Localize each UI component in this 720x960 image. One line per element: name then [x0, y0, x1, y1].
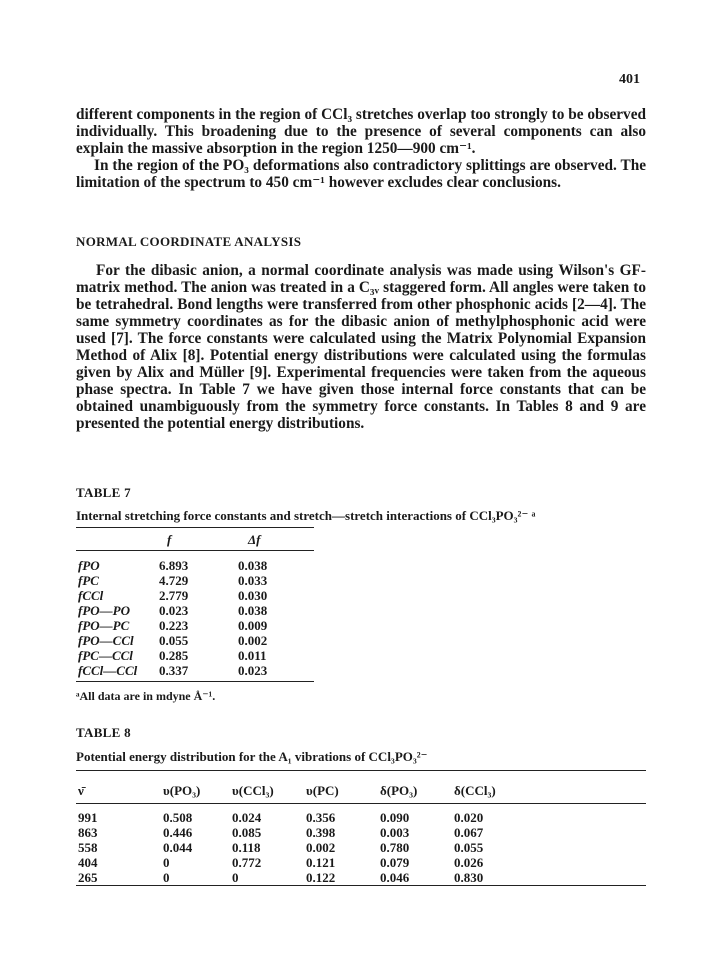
- table8-cell: 558: [78, 840, 98, 855]
- table7-header-rule: [76, 550, 314, 551]
- table7-row-label: fPO—CCl: [78, 633, 134, 648]
- table7-footnote: ᵃAll data are in mdyne Å⁻¹.: [76, 689, 216, 703]
- table8-cell: 0.046: [380, 870, 410, 885]
- table8-cell: 0: [232, 870, 239, 885]
- table8-bottom-rule: [76, 885, 646, 886]
- table7-row-label: fCCl—CCl: [78, 663, 138, 678]
- table8-cell: 0.024: [232, 810, 262, 825]
- table8-cell: 0: [163, 855, 170, 870]
- table8-cell: 0.446: [163, 825, 193, 840]
- table8-cell: 0.044: [163, 840, 193, 855]
- table8-cell: 0.055: [454, 840, 484, 855]
- table7-row-label: fPO—PO: [78, 603, 130, 618]
- table8-cell: 0.090: [380, 810, 410, 825]
- table8-cell: 0.772: [232, 855, 262, 870]
- table8-header-cell: υ(CCl₃): [232, 783, 274, 798]
- table7-cell: 0.002: [238, 633, 268, 648]
- table7-row-label: fPC—CCl: [78, 648, 133, 663]
- table8-cell: 0.079: [380, 855, 410, 870]
- table8-cell: 0.121: [306, 855, 336, 870]
- table8-header-cell: υ(PC): [306, 783, 339, 798]
- table7-cell: 4.729: [159, 573, 189, 588]
- table7-row-label: fPO—PC: [78, 618, 130, 633]
- table8-cell: 0.118: [232, 840, 261, 855]
- table8-cell: 0.026: [454, 855, 484, 870]
- table8-cell: 0.085: [232, 825, 262, 840]
- section-heading: NORMAL COORDINATE ANALYSIS: [76, 234, 302, 249]
- table8-top-rule: [76, 770, 646, 771]
- table7-row-label: fPC: [78, 573, 99, 588]
- table8-cell: 0.780: [380, 840, 410, 855]
- table7-cell: 0.030: [238, 588, 268, 603]
- table8-cell: 0.003: [380, 825, 410, 840]
- table7-cell: 0.009: [238, 618, 268, 633]
- table8-cell: 0.508: [163, 810, 193, 825]
- table7-bottom-rule: [76, 681, 314, 682]
- table7-cell: 0.023: [159, 603, 189, 618]
- table7-cell: 0.285: [159, 648, 189, 663]
- table7-header-cell: f: [167, 532, 172, 547]
- table7-cell: 0.055: [159, 633, 189, 648]
- table8-header-cell: δ(PO₃): [380, 783, 418, 798]
- table7-cell: 0.223: [159, 618, 189, 633]
- table7-header-cell: Δf: [248, 532, 261, 547]
- page-number: 401: [619, 72, 640, 87]
- table7-cell: 6.893: [159, 558, 189, 573]
- table7-row-label: fCCl: [78, 588, 104, 603]
- table8-label: TABLE 8: [76, 725, 131, 740]
- table7-cell: 0.038: [238, 558, 268, 573]
- table8-cell: 0.020: [454, 810, 484, 825]
- table7-cell: 2.779: [159, 588, 189, 603]
- table7-cell: 0.337: [159, 663, 189, 678]
- table7-cell: 0.033: [238, 573, 268, 588]
- table8-cell: 0.067: [454, 825, 484, 840]
- paragraph-normal-coordinate: For the dibasic anion, a normal coordinate analysis was made using Wilson's GF-matrix method. The anion was treated in a C₃ᵥ staggered form. All angles were taken to be tetrahedral. Bond lengths were transferred from other phosphonic acids [2—4]. The same symmetry coordinates as for the dibasic anion of methylphosphonic acid were used [7]. The force constants were calculated using the Matrix Polynomial Expansion Method of Alix [8]. Potential energy distributions were calculated using the formulas given by Alix and Müller [9]. Experimental frequencies were taken from the aqueous phase spectra. In Table 7 we have given those internal force constants that can be obtained unambiguously from the symmetry force constants. In Tables 8 and 9 are presented the potential energy distributions.: [76, 262, 646, 432]
- table8-cell: 265: [78, 870, 98, 885]
- table7-top-rule: [76, 527, 314, 528]
- table8-cell: 991: [78, 810, 98, 825]
- table7-row-label: fPO: [78, 558, 100, 573]
- table7-label: TABLE 7: [76, 485, 131, 500]
- table8-header-cell: δ(CCl₃): [454, 783, 496, 798]
- table8-caption: Potential energy distribution for the A₁ vibrations of CCl₃PO₃²⁻: [76, 749, 428, 764]
- table8-header-rule: [76, 803, 646, 804]
- table8-header-cell: υ(PO₃): [163, 783, 201, 798]
- table7-cell: 0.038: [238, 603, 268, 618]
- table8-cell: 404: [78, 855, 98, 870]
- table7-caption: Internal stretching force constants and stretch—stretch interactions of CCl₃PO₃²⁻ ᵃ: [76, 508, 536, 523]
- table8-cell: 0.830: [454, 870, 484, 885]
- table8-cell: 0.356: [306, 810, 336, 825]
- table8-cell: 0: [163, 870, 170, 885]
- table8-header-cell: ν̄: [78, 783, 84, 798]
- table8-cell: 0.002: [306, 840, 336, 855]
- table8-cell: 863: [78, 825, 98, 840]
- table8-cell: 0.122: [306, 870, 336, 885]
- paragraph-po3-deformations: In the region of the PO₃ deformations also contradictory splittings are observed. The limitation of the spectrum to 450 cm⁻¹ however excludes clear conclusions.: [76, 157, 646, 191]
- table8-cell: 0.398: [306, 825, 336, 840]
- table7-cell: 0.023: [238, 663, 268, 678]
- table7-cell: 0.011: [238, 648, 267, 663]
- paragraph-continuation: different components in the region of CCl₃ stretches overlap too strongly to be observed individually. This broadening due to the presence of several components can also explain the massive absorption in the region 1250—900 cm⁻¹.: [76, 106, 646, 157]
